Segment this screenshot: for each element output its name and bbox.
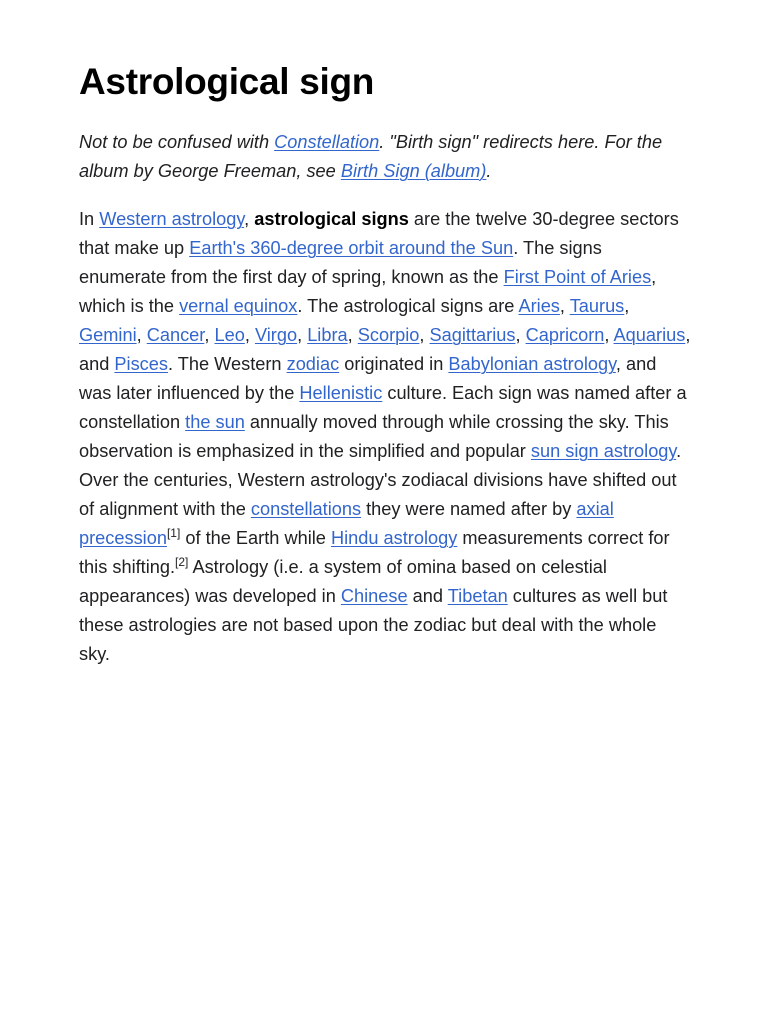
hatnote-text: . [486, 161, 492, 181]
lead-text: measurements correct for this shifting. [79, 528, 670, 577]
link-aries[interactable]: Aries [518, 296, 560, 316]
link-hellenistic[interactable]: Hellenistic [299, 383, 383, 403]
hatnote [79, 128, 691, 186]
link-sagittarius[interactable]: Sagittarius [429, 325, 516, 345]
lead-text: . The astrological signs are [297, 296, 519, 316]
lead-text: , [419, 325, 430, 345]
lead-text: , [244, 325, 255, 345]
lead-text: , [624, 296, 630, 316]
lead-text: . Over the centuries, Western astrology's zodiacal divisions have shifted out of alignment with the [79, 441, 682, 519]
link-western-astrology[interactable]: Western astrology [99, 209, 245, 229]
link-birth-sign-album[interactable]: Birth Sign (album) [340, 161, 487, 181]
link-zodiac[interactable]: zodiac [286, 354, 340, 374]
lead-text: , [515, 325, 526, 345]
lead-text: are the twelve 30-degree sectors that make up [79, 209, 679, 258]
lead-text: , [244, 209, 255, 229]
link-tibetan[interactable]: Tibetan [447, 586, 508, 606]
lead-text: , which is the [79, 267, 657, 316]
link-hindu-astrology[interactable]: Hindu astrology [330, 528, 458, 548]
hatnote-text: . "Birth sign" redirects here. For the album by George Freeman, see [79, 132, 663, 181]
lead-text: , and [79, 325, 691, 374]
lead-text: , [559, 296, 570, 316]
link-gemini[interactable]: Gemini [79, 325, 137, 345]
link-libra[interactable]: Libra [307, 325, 348, 345]
lead-text: , [604, 325, 614, 345]
article-content [79, 52, 691, 669]
link-leo[interactable]: Leo [214, 325, 245, 345]
link-vernal-equinox[interactable]: vernal equinox [179, 296, 298, 316]
page-title: Astrological sign [79, 61, 375, 102]
link-virgo[interactable]: Virgo [254, 325, 298, 345]
link-chinese[interactable]: Chinese [340, 586, 408, 606]
link-babylonian-astrology[interactable]: Babylonian astrology [448, 354, 616, 374]
lead-text: In [79, 209, 100, 229]
lead-text: , and was later influenced by the [79, 354, 657, 403]
hatnote-text: Not to be confused with [79, 132, 275, 152]
link-the-sun[interactable]: the sun [185, 412, 245, 432]
lead-text: , [136, 325, 147, 345]
link-first-point-of-aries[interactable]: First Point of Aries [503, 267, 652, 287]
lead-paragraph [79, 205, 691, 669]
lead-text: , [347, 325, 358, 345]
lead-text: . The Western [167, 354, 287, 374]
lead-text: of the Earth while [180, 528, 331, 548]
link-pisces[interactable]: Pisces [114, 354, 168, 374]
lead-text: , [204, 325, 215, 345]
link-constellations[interactable]: constellations [250, 499, 362, 519]
lead-text: culture. Each sign was named after a constellation [79, 383, 687, 432]
reference-1[interactable]: [1] [166, 525, 181, 540]
link-earth-orbit[interactable]: Earth's 360-degree orbit around the Sun [189, 238, 514, 258]
lead-text: Astrology (i.e. a system of omina based on celestial appearances) was developed in [79, 557, 607, 606]
link-cancer[interactable]: Cancer [146, 325, 205, 345]
lead-text: they were named after by [361, 499, 577, 519]
lead-text: annually moved through while crossing the sky. This observation is emphasized in the simplified and popular [79, 412, 669, 461]
lead-text: originated in [339, 354, 449, 374]
lead-text: cultures as well but these astrologies are not based upon the zodiac but deal with the whole sky. [79, 586, 668, 664]
link-capricorn[interactable]: Capricorn [525, 325, 605, 345]
link-taurus[interactable]: Taurus [569, 296, 625, 316]
link-scorpio[interactable]: Scorpio [357, 325, 420, 345]
lead-text: . The signs enumerate from the first day of spring, known as the [79, 238, 602, 287]
lead-text: and [407, 586, 448, 606]
reference-2[interactable]: [2] [175, 554, 189, 569]
link-sun-sign-astrology[interactable]: sun sign astrology [530, 441, 677, 461]
link-axial-precession[interactable]: axial precession [79, 499, 614, 548]
link-aquarius[interactable]: Aquarius [613, 325, 686, 345]
lead-text: , [297, 325, 308, 345]
link-constellation[interactable]: Constellation [274, 132, 380, 152]
bold-term: astrological signs [254, 209, 409, 229]
